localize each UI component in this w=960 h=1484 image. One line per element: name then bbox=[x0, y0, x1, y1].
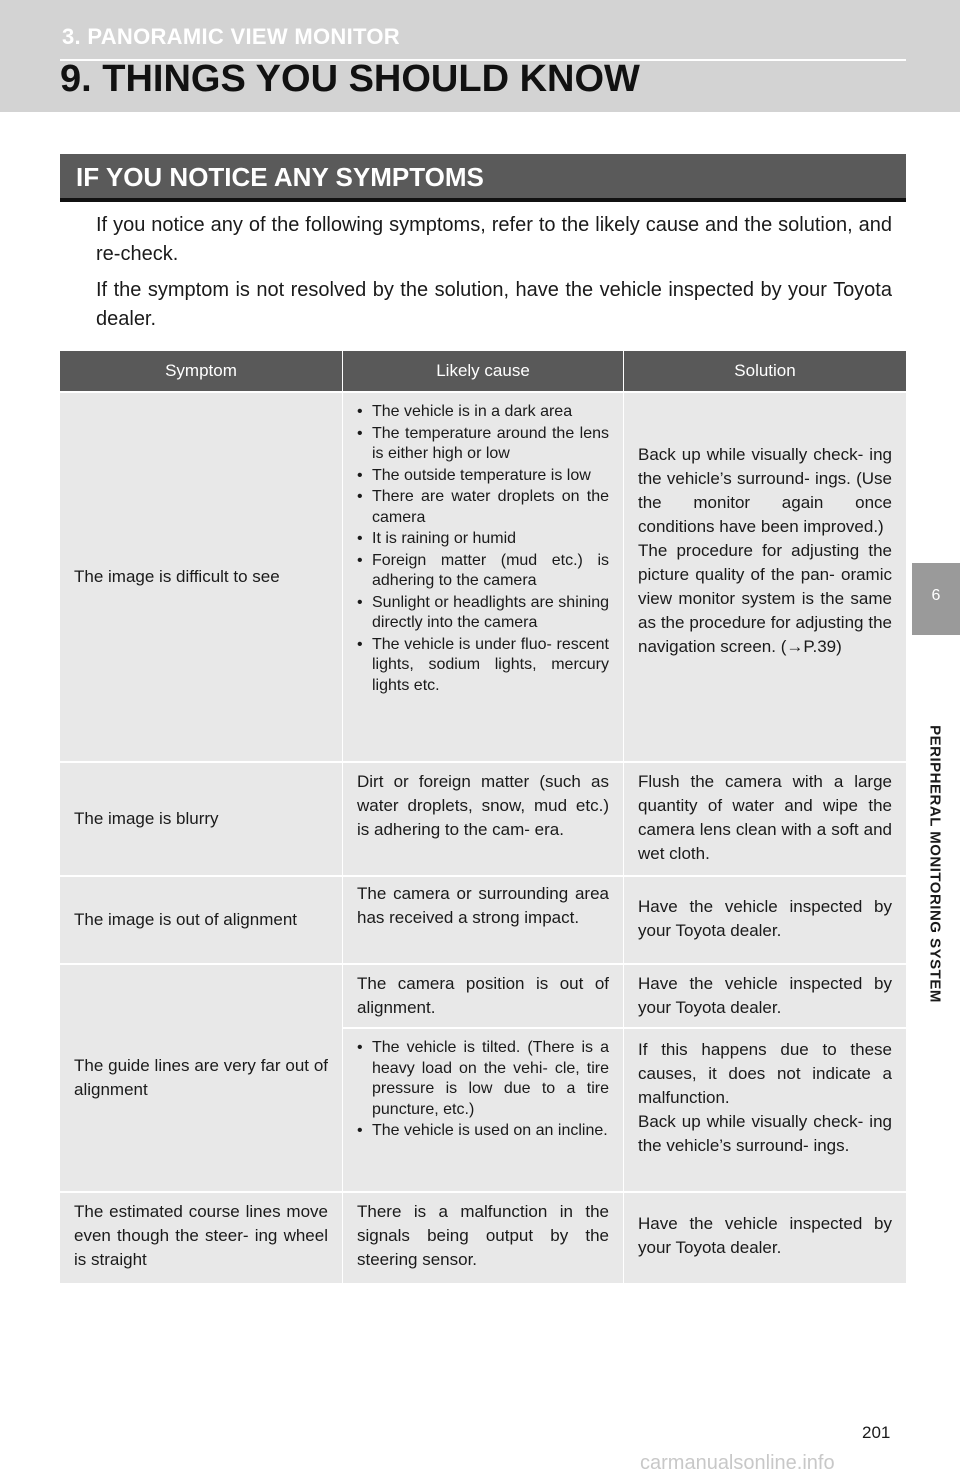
column-divider bbox=[623, 965, 624, 1191]
cause-text: There is a malfunction in the signals being output by the steering sensor. bbox=[357, 1202, 609, 1269]
bullet-icon: • bbox=[357, 466, 363, 484]
cause-text: The temperature around the lens is either high or low bbox=[372, 424, 609, 462]
cause-cell bbox=[343, 1029, 623, 1191]
chapter-label: PERIPHERAL MONITORING SYSTEM bbox=[926, 725, 944, 1003]
list-item bbox=[357, 487, 609, 528]
list-item bbox=[357, 593, 609, 634]
solution-text: Back up while visually check- ing the vehicle’s surround- ings. bbox=[638, 1112, 892, 1155]
list-item bbox=[357, 551, 609, 592]
cause-list bbox=[357, 402, 609, 696]
bullet-icon: • bbox=[357, 424, 363, 442]
solution-cell bbox=[624, 1029, 906, 1191]
table-row bbox=[60, 393, 906, 761]
solution-cell bbox=[624, 393, 906, 761]
solution-cell bbox=[624, 965, 906, 1027]
cause-text: The camera position is out of alignment. bbox=[357, 974, 609, 1017]
table-row bbox=[60, 1193, 906, 1283]
page-header bbox=[0, 0, 960, 112]
table-header bbox=[60, 351, 906, 391]
list-item bbox=[357, 402, 609, 423]
table-row bbox=[60, 877, 906, 963]
solution-text: Back up while visually check- ing the vehicle’s surround- ings. (Use the monitor again once conditions have been improved.) bbox=[638, 445, 892, 536]
cause-text: The vehicle is in a dark area bbox=[372, 403, 573, 420]
cause-cell bbox=[343, 763, 623, 875]
solution-text: The procedure for adjusting the picture quality of the pan- oramic view monitor system is the same as the procedure for adjusting the navigation screen. (→P.39) bbox=[638, 541, 892, 656]
section-heading: IF YOU NOTICE ANY SYMPTOMS bbox=[76, 162, 484, 192]
solution-cell bbox=[624, 877, 906, 963]
list-item bbox=[357, 635, 609, 697]
symptom-text: The image is out of alignment bbox=[74, 910, 298, 929]
solution-text: If this happens due to these causes, it does not indicate a malfunction. bbox=[638, 1040, 892, 1107]
symptom-text: The guide lines are very far out of alignment bbox=[74, 1056, 328, 1099]
column-header-cause: Likely cause bbox=[436, 361, 530, 380]
list-item bbox=[357, 1038, 609, 1120]
list-item bbox=[357, 466, 609, 487]
section-label: 3. PANORAMIC VIEW MONITOR bbox=[62, 24, 400, 49]
chapter-number: 6 bbox=[931, 587, 941, 604]
bullet-icon: • bbox=[357, 1039, 363, 1056]
cause-text: Foreign matter (mud etc.) is adhering to the camera bbox=[372, 551, 609, 589]
cause-cell bbox=[343, 393, 623, 761]
cause-list bbox=[357, 1038, 609, 1142]
cause-text: The vehicle is used on an incline. bbox=[372, 1122, 608, 1139]
list-item bbox=[357, 1121, 609, 1142]
bullet-icon: • bbox=[357, 488, 363, 505]
bullet-icon: • bbox=[357, 1122, 363, 1139]
list-item bbox=[357, 424, 609, 465]
cause-text: It is raining or humid bbox=[372, 530, 517, 547]
solution-text: Have the vehicle inspected by your Toyota dealer. bbox=[638, 974, 892, 1017]
symptom-text: The estimated course lines move even though the steer- ing wheel is straight bbox=[74, 1202, 328, 1269]
solution-text: Flush the camera with a large quantity of water and wipe the camera lens clean with a soft and wet cloth. bbox=[638, 772, 892, 863]
solution-text: Have the vehicle inspected by your Toyota dealer. bbox=[638, 1214, 892, 1257]
solution-cell bbox=[624, 763, 906, 875]
table-row bbox=[60, 763, 906, 875]
cause-text: There are water droplets on the camera bbox=[372, 488, 609, 526]
section-heading-bar bbox=[60, 154, 906, 202]
bullet-icon: • bbox=[357, 551, 363, 569]
cause-cell bbox=[343, 877, 623, 963]
symptom-cell bbox=[60, 393, 342, 761]
bullet-icon: • bbox=[357, 530, 363, 547]
watermark: carmanualsonline.info bbox=[640, 1452, 835, 1474]
symptom-cell bbox=[60, 877, 342, 963]
cause-text: The vehicle is under fluo- rescent lights, sodium lights, mercury lights etc. bbox=[372, 635, 609, 694]
table-row bbox=[60, 965, 906, 1191]
solution-cell bbox=[624, 1193, 906, 1283]
cause-text: Dirt or foreign matter (such as water droplets, snow, mud etc.) is adhering to the cam- era. bbox=[357, 772, 609, 839]
bullet-icon: • bbox=[357, 635, 363, 653]
page-title: 9. THINGS YOU SHOULD KNOW bbox=[60, 58, 640, 100]
chapter-tab bbox=[912, 563, 960, 635]
column-header-symptom: Symptom bbox=[165, 361, 237, 380]
page-number: 201 bbox=[862, 1423, 891, 1442]
cause-text: Sunlight or headlights are shining directly into the camera bbox=[372, 593, 609, 631]
symptom-cell bbox=[60, 763, 342, 875]
cause-text: The outside temperature is low bbox=[372, 466, 591, 484]
cause-cell bbox=[343, 965, 623, 1027]
cause-cell bbox=[343, 1193, 623, 1283]
bullet-icon: • bbox=[357, 403, 363, 420]
intro-paragraph-1: If you notice any of the following symptoms, refer to the likely cause and the solution, and re-check. bbox=[96, 214, 892, 265]
list-item bbox=[357, 529, 609, 550]
solution-text: Have the vehicle inspected by your Toyota dealer. bbox=[638, 897, 892, 940]
intro-paragraph-2: If the symptom is not resolved by the solution, have the vehicle inspected by your Toyota dealer. bbox=[96, 279, 892, 330]
symptom-text: The image is difficult to see bbox=[74, 567, 280, 586]
bullet-icon: • bbox=[357, 593, 363, 611]
column-header-solution: Solution bbox=[734, 361, 796, 380]
symptom-cell bbox=[60, 1193, 342, 1283]
symptom-cell bbox=[60, 965, 342, 1191]
cause-text: The vehicle is tilted. (There is a heavy load on the vehi- cle, tire pressure is low due to a tire puncture, etc.) bbox=[372, 1039, 609, 1118]
cause-text: The camera or surrounding area has received a strong impact. bbox=[357, 884, 609, 927]
symptom-text: The image is blurry bbox=[74, 809, 219, 828]
